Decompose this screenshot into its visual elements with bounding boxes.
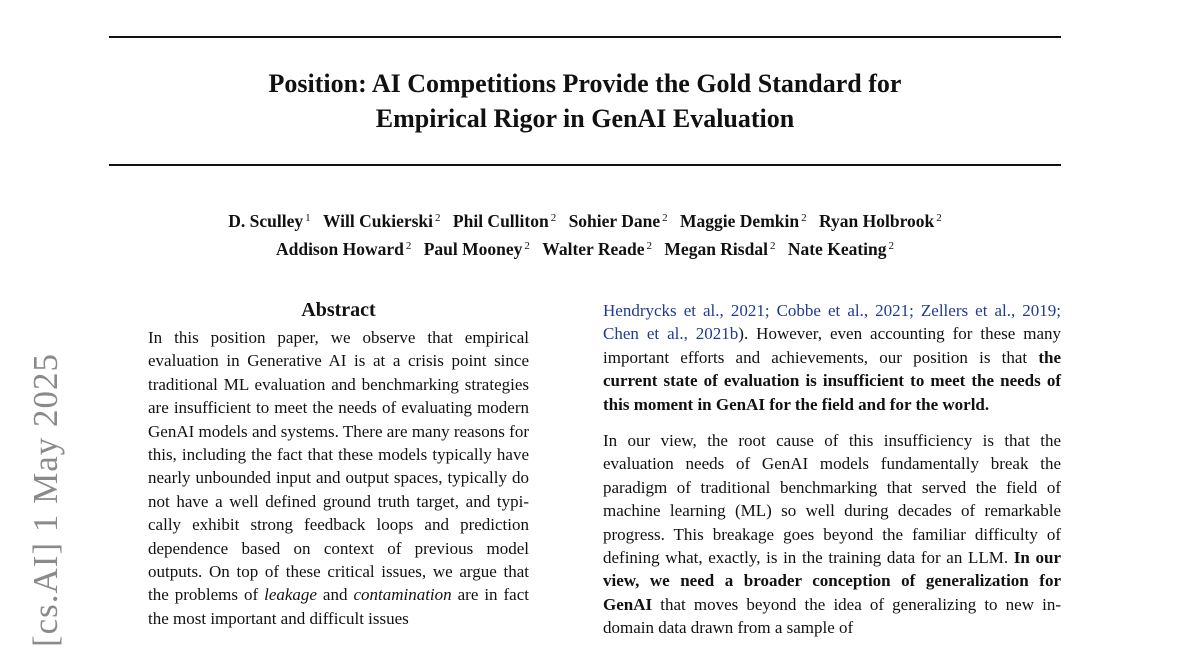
author: Sohier Dane $^2$: [568, 211, 668, 231]
author-row-2: [109, 234, 1061, 262]
author: Will Cukierski $^2$: [322, 211, 441, 231]
author: Ryan Holbrook $^2$: [818, 211, 942, 231]
author-row-1: [109, 206, 1061, 234]
author-list: [109, 206, 1061, 262]
author: Megan Risdal $^2$: [664, 239, 776, 259]
author: Phil Culliton $^2$: [452, 211, 557, 231]
paper-title: [109, 66, 1061, 136]
author: Maggie Demkin $^2$: [680, 211, 807, 231]
author: D. Sculley $^1$: [228, 211, 311, 231]
body-column-right: [603, 299, 1061, 653]
top-rule: [109, 36, 1061, 38]
author: Nate Keating $^2$: [787, 239, 895, 259]
body-paragraph-2: In our view, the root cause of this insufficiency is that the evaluation needs of GenAI models fundamentally break the paradigm of traditional benchmarking that served the field of machine learning (ML) so well during decades of remarkable progress. This breakage goes beyond the familiar difficulty of defining what, exactly, is in the training data for an LLM. In our view, we need a broader conception of generalization for GenAI that moves beyond the idea of generalizing to new in-domain data drawn from a sample of: [603, 431, 1061, 638]
author: Paul Mooney $^2$: [423, 239, 530, 259]
abstract-heading: Abstract: [301, 299, 376, 321]
bottom-rule: [109, 164, 1061, 166]
arxiv-stamp: [cs.AI] 1 May 2025: [26, 352, 65, 648]
title-line-2: Empirical Rigor in GenAI Evaluation: [375, 104, 795, 133]
title-line-1: Position: AI Competitions Provide the Gold Standard for: [268, 69, 902, 98]
author: Walter Reade $^2$: [542, 239, 653, 259]
citation-links[interactable]: Hendrycks et al., 2021; Cobbe et al., 2021; Zellers et al., 2019; Chen et al., 2021b: [603, 301, 1061, 344]
abstract-text: In this position paper, we observe that empirical evaluation in Generative AI is at a crisis point since traditional ML evaluation and benchmarking strategies are insufficient to meet the needs of evaluating modern GenAI models and systems. There are many reasons for this, including the fact that these models typically have nearly unbounded input and output spaces, typically do not have a well defined ground truth target, and typically exhibit strong feedback loops and prediction dependence based on context of previous model outputs. On top of these critical issues, we argue that the problems of leakage and contamination are in fact the most important and difficult issues: [148, 328, 530, 628]
body-paragraph-1: Hendrycks et al., 2021; Cobbe et al., 2021; Zellers et al., 2019; Chen et al., 2021b). However, even accounting for these many important efforts and achievements, our position is that the current state of evaluation is insufficient to meet the needs of this moment in GenAI for the field and for the world.: [603, 301, 1062, 414]
abstract-section: [148, 296, 529, 630]
author: Addison Howard $^2$: [275, 239, 412, 259]
